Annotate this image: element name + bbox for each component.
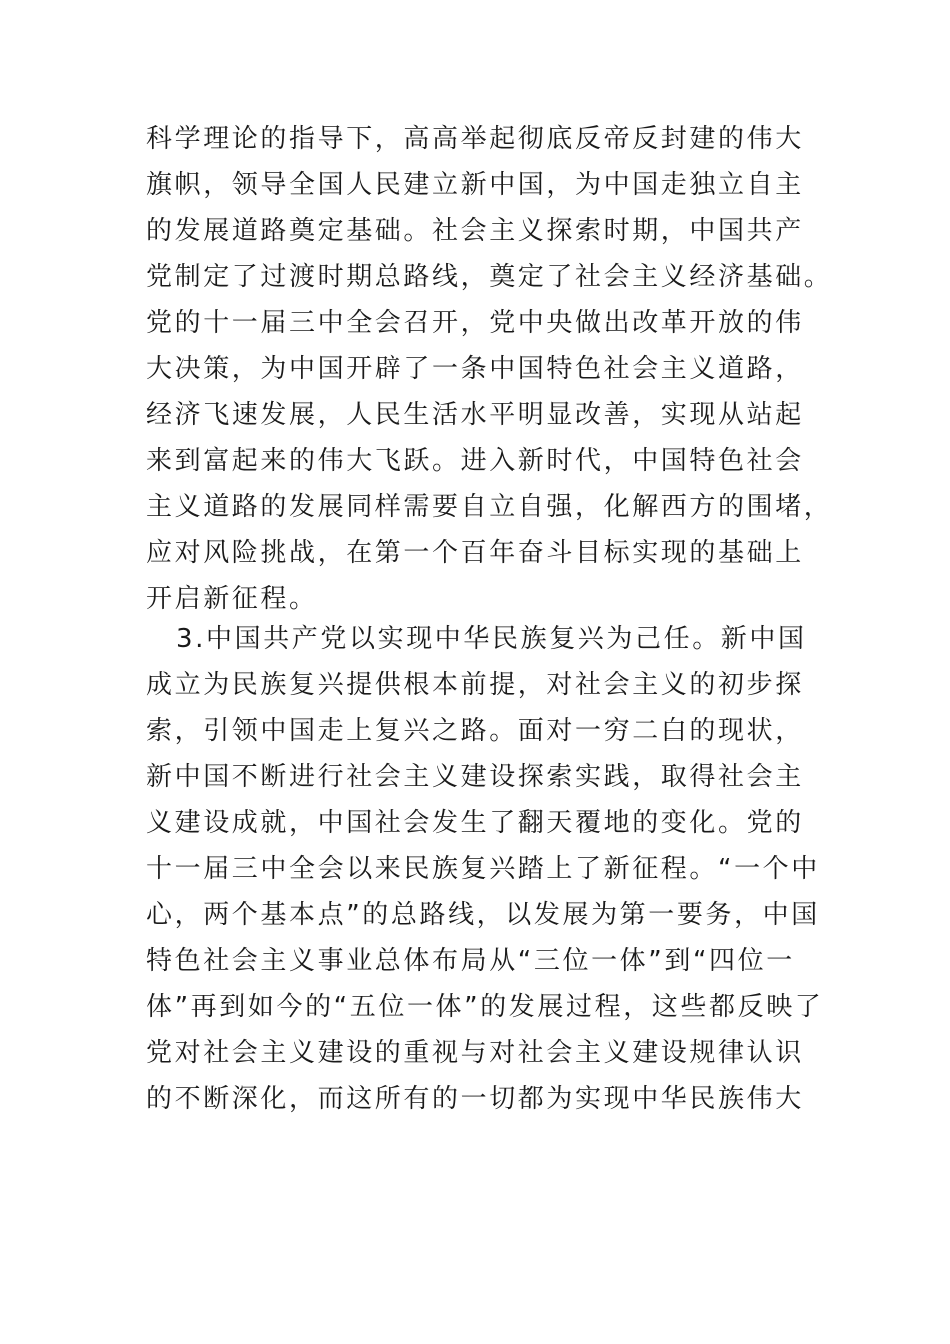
text-line: 新中国不断进行社会主义建设探索实践，取得社会主	[146, 762, 804, 792]
paragraph-1	[146, 116, 833, 622]
text-line: 成立为民族复兴提供根本前提，对社会主义的初步探	[146, 670, 804, 700]
text-line: 大决策，为中国开辟了一条中国特色社会主义道路，	[146, 354, 804, 384]
text-line: 的不断深化，而这所有的一切都为实现中华民族伟大	[146, 1084, 804, 1114]
text-line: 科学理论的指导下，高高举起彻底反帝反封建的伟大	[146, 124, 804, 154]
text-line: 应对风险挑战，在第一个百年奋斗目标实现的基础上	[146, 538, 804, 568]
text-line: 十一届三中全会以来民族复兴踏上了新征程。“一个中	[146, 854, 820, 884]
text-line: 主义道路的发展同样需要自立自强，化解西方的围堵，	[146, 492, 833, 522]
text-line: 党对社会主义建设的重视与对社会主义建设规律认识	[146, 1038, 804, 1068]
text-line: 党的十一届三中全会召开，党中央做出改革开放的伟	[146, 308, 804, 338]
paragraph-2	[146, 616, 824, 1122]
text-line: 特色社会主义事业总体布局从“三位一体”到“四位一	[146, 946, 795, 976]
text-line: 开启新征程。	[146, 584, 318, 614]
text-line: 心，两个基本点”的总路线，以发展为第一要务，中国	[146, 900, 820, 930]
text-line: 的发展道路奠定基础。社会主义探索时期，中国共产	[146, 216, 804, 246]
text-line: 旗帜，领导全国人民建立新中国，为中国走独立自主	[146, 170, 804, 200]
text-line: 体”再到如今的“五位一体”的发展过程，这些都反映了	[146, 992, 824, 1022]
text-line: 索，引领中国走上复兴之路。面对一穷二白的现状，	[146, 716, 804, 746]
text-line: 党制定了过渡时期总路线，奠定了社会主义经济基础。	[146, 262, 833, 292]
text-line-first: 3.中国共产党以实现中华民族复兴为己任。新中国	[176, 624, 807, 654]
text-line: 义建设成就，中国社会发生了翻天覆地的变化。党的	[146, 808, 804, 838]
text-line: 来到富起来的伟大飞跃。进入新时代，中国特色社会	[146, 446, 804, 476]
text-line: 经济飞速发展，人民生活水平明显改善，实现从站起	[146, 400, 804, 430]
